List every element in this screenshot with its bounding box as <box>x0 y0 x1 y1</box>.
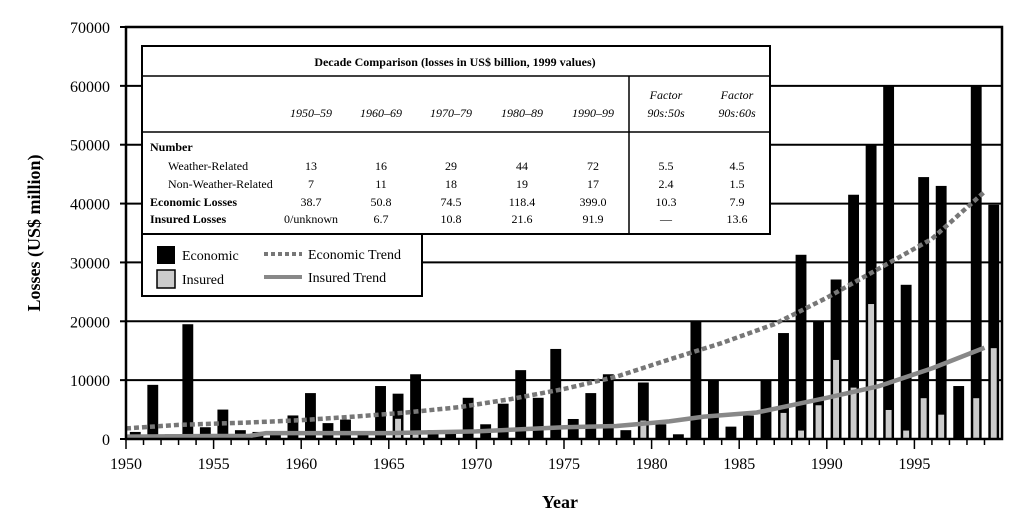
bar-insured <box>903 430 910 439</box>
table-cell: 118.4 <box>508 195 536 209</box>
table-cell: 10.8 <box>440 212 462 226</box>
table-cell: 13.6 <box>726 212 748 226</box>
x-tick-label: 1970 <box>460 456 493 473</box>
bar-insured <box>973 398 980 439</box>
table-cell: 13 <box>305 159 317 173</box>
row-label-insured-losses: Insured Losses <box>150 212 227 226</box>
table-cell: 16 <box>375 159 387 173</box>
bar-insured <box>885 410 892 439</box>
x-tick-label: 1955 <box>197 456 230 473</box>
bar-economic <box>147 385 158 439</box>
factor-header-1-line2: 90s:50s <box>647 106 685 120</box>
table-cell: 91.9 <box>582 212 604 226</box>
bar-economic <box>953 386 964 439</box>
y-tick-label: 20000 <box>70 314 110 332</box>
table-cell: 44 <box>516 159 528 173</box>
y-tick-label: 10000 <box>70 373 110 391</box>
decade-header-3: 1970–79 <box>430 106 472 120</box>
table-title: Decade Comparison (losses in US$ billion, 1999 values) <box>314 55 596 69</box>
x-tick-label: 1985 <box>723 456 756 473</box>
x-axis-title: Year <box>542 492 578 512</box>
table-cell: 1.5 <box>729 177 745 191</box>
y-tick-label: 50000 <box>70 137 110 155</box>
bar-economic <box>585 393 596 439</box>
table-cell: 29 <box>445 159 457 173</box>
table-cell: 11 <box>375 177 387 191</box>
bar-insured <box>833 360 840 439</box>
bar-insured <box>990 348 997 439</box>
bar-economic <box>901 285 912 439</box>
table-cell: 21.6 <box>511 212 533 226</box>
table-cell: 17 <box>587 177 599 191</box>
legend-label-economic-trend: Economic Trend <box>308 248 401 263</box>
table-cell: 19 <box>516 177 528 191</box>
table-cell: 6.7 <box>373 212 389 226</box>
table-cell: 72 <box>587 159 599 173</box>
bar-economic <box>620 430 631 439</box>
y-tick-label: 40000 <box>70 196 110 214</box>
x-tick-label: 1965 <box>372 456 405 473</box>
y-tick-label: 70000 <box>70 20 110 37</box>
bar-economic <box>603 374 614 439</box>
bar-economic <box>743 415 754 439</box>
decade-header-5: 1990–99 <box>572 106 614 120</box>
legend-swatch-insured <box>157 270 175 288</box>
bar-insured <box>850 387 857 439</box>
bar-economic <box>971 86 982 439</box>
legend <box>142 234 422 296</box>
table-cell: 50.8 <box>370 195 392 209</box>
table-cell: 38.7 <box>300 195 322 209</box>
y-tick-label: 30000 <box>70 255 110 273</box>
bar-economic <box>533 398 544 439</box>
bar-economic <box>796 255 807 439</box>
bar-economic <box>936 186 947 439</box>
table-cell: 0/unknown <box>284 212 338 226</box>
bar-economic <box>708 380 719 439</box>
row-label-non-weather: Non-Weather-Related <box>168 177 273 191</box>
table-cell: — <box>660 212 672 226</box>
bar-economic <box>690 321 701 439</box>
bar-economic <box>498 404 509 439</box>
decade-header-1: 1950–59 <box>290 106 332 120</box>
row-label-economic-losses: Economic Losses <box>150 195 237 209</box>
decade-header-4: 1980–89 <box>501 106 543 120</box>
table-cell: 399.0 <box>579 195 607 209</box>
table-cell: 74.5 <box>440 195 462 209</box>
y-axis-title: Losses (US$ million) <box>24 154 44 312</box>
factor-header-2-line1: Factor <box>720 88 754 102</box>
bar-insured <box>938 414 945 439</box>
factor-header-1-line1: Factor <box>649 88 683 102</box>
bar-insured <box>920 398 927 439</box>
x-tick-label: 1980 <box>635 456 668 473</box>
table-cell: 5.5 <box>658 159 674 173</box>
decade-table <box>142 46 770 234</box>
table-cell: 4.5 <box>729 159 745 173</box>
bar-insured <box>815 405 822 439</box>
bar-economic <box>726 427 737 439</box>
bar-economic <box>410 374 421 439</box>
table-cell: 7.9 <box>729 195 745 209</box>
bar-insured <box>395 418 402 439</box>
legend-label-insured: Insured <box>182 273 224 288</box>
row-label-weather: Weather-Related <box>168 159 249 173</box>
x-tick-label: 1950 <box>110 456 142 473</box>
table-cell: 7 <box>308 177 314 191</box>
x-tick-label: 1990 <box>810 456 843 473</box>
table-cell: 2.4 <box>658 177 674 191</box>
bar-insured <box>780 413 787 439</box>
number-label: Number <box>150 140 193 154</box>
bar-economic <box>182 324 193 439</box>
bar-insured <box>868 304 875 439</box>
x-tick-label: 1975 <box>548 456 580 473</box>
decade-header-2: 1960–69 <box>360 106 402 120</box>
x-tick-label: 1995 <box>898 456 931 473</box>
legend-label-insured-trend: Insured Trend <box>308 271 387 286</box>
table-cell: 10.3 <box>655 195 677 209</box>
table-cell: 18 <box>445 177 457 191</box>
bar-insured <box>798 430 805 439</box>
y-tick-label: 0 <box>102 432 110 449</box>
legend-swatch-economic <box>157 246 175 264</box>
bar-economic <box>340 420 351 439</box>
y-tick-label: 60000 <box>70 78 110 96</box>
bar-economic <box>655 424 666 439</box>
legend-label-economic: Economic <box>182 249 239 264</box>
x-tick-label: 1960 <box>285 456 318 473</box>
factor-header-2-line2: 90s:60s <box>718 106 756 120</box>
